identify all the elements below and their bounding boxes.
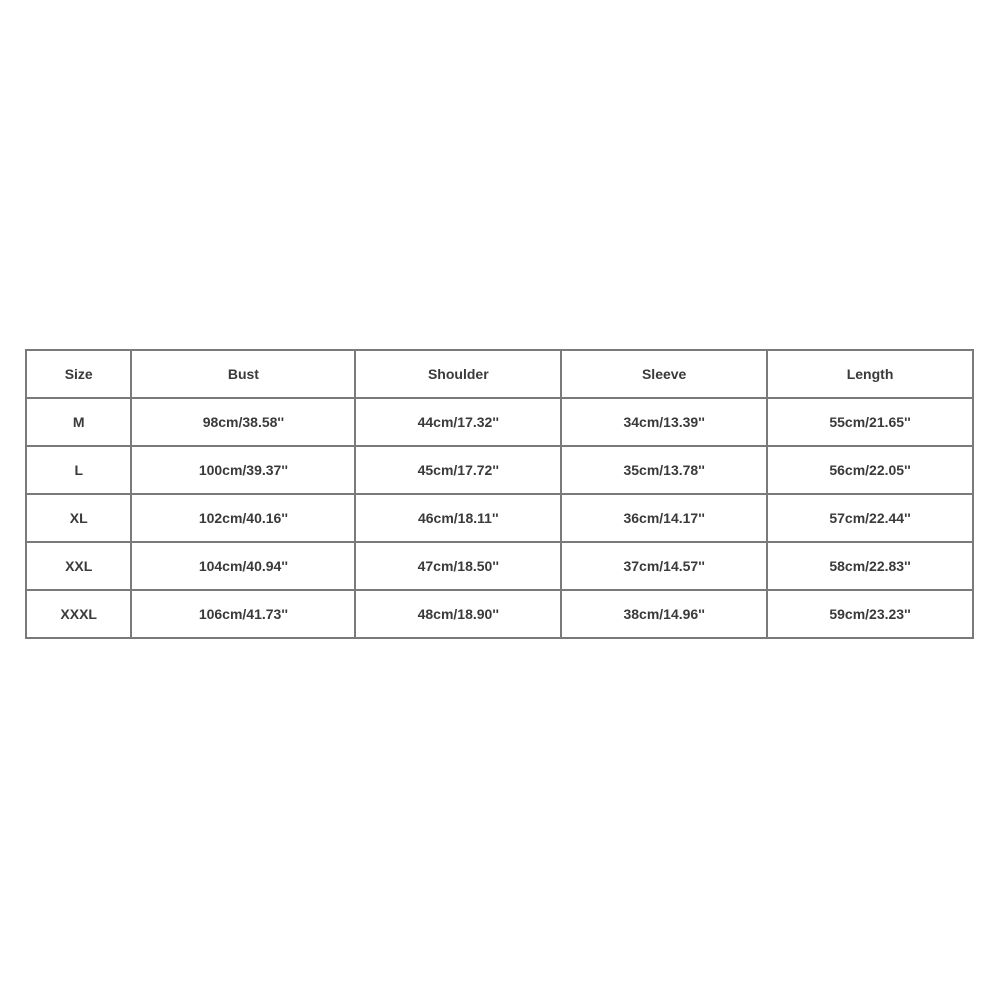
bust-cell: 98cm/38.58'' <box>131 398 355 446</box>
bust-cell: 102cm/40.16'' <box>131 494 355 542</box>
bust-cell: 104cm/40.94'' <box>131 542 355 590</box>
table-row <box>26 494 973 542</box>
length-cell: 55cm/21.65'' <box>767 398 973 446</box>
column-header-length: Length <box>767 350 973 398</box>
size-cell: L <box>26 446 131 494</box>
table-row <box>26 542 973 590</box>
shoulder-cell: 44cm/17.32'' <box>355 398 561 446</box>
length-cell: 58cm/22.83'' <box>767 542 973 590</box>
column-header-shoulder: Shoulder <box>355 350 561 398</box>
table-row <box>26 590 973 638</box>
table-header-row <box>26 350 973 398</box>
bust-cell: 100cm/39.37'' <box>131 446 355 494</box>
length-cell: 56cm/22.05'' <box>767 446 973 494</box>
length-cell: 59cm/23.23'' <box>767 590 973 638</box>
shoulder-cell: 45cm/17.72'' <box>355 446 561 494</box>
table-row <box>26 398 973 446</box>
sleeve-cell: 38cm/14.96'' <box>561 590 767 638</box>
size-chart-table <box>25 349 974 639</box>
column-header-sleeve: Sleeve <box>561 350 767 398</box>
sleeve-cell: 37cm/14.57'' <box>561 542 767 590</box>
sleeve-cell: 34cm/13.39'' <box>561 398 767 446</box>
sleeve-cell: 35cm/13.78'' <box>561 446 767 494</box>
bust-cell: 106cm/41.73'' <box>131 590 355 638</box>
sleeve-cell: 36cm/14.17'' <box>561 494 767 542</box>
size-cell: M <box>26 398 131 446</box>
size-cell: XXL <box>26 542 131 590</box>
shoulder-cell: 48cm/18.90'' <box>355 590 561 638</box>
size-cell: XL <box>26 494 131 542</box>
table-row <box>26 446 973 494</box>
length-cell: 57cm/22.44'' <box>767 494 973 542</box>
size-cell: XXXL <box>26 590 131 638</box>
shoulder-cell: 47cm/18.50'' <box>355 542 561 590</box>
column-header-bust: Bust <box>131 350 355 398</box>
shoulder-cell: 46cm/18.11'' <box>355 494 561 542</box>
column-header-size: Size <box>26 350 131 398</box>
